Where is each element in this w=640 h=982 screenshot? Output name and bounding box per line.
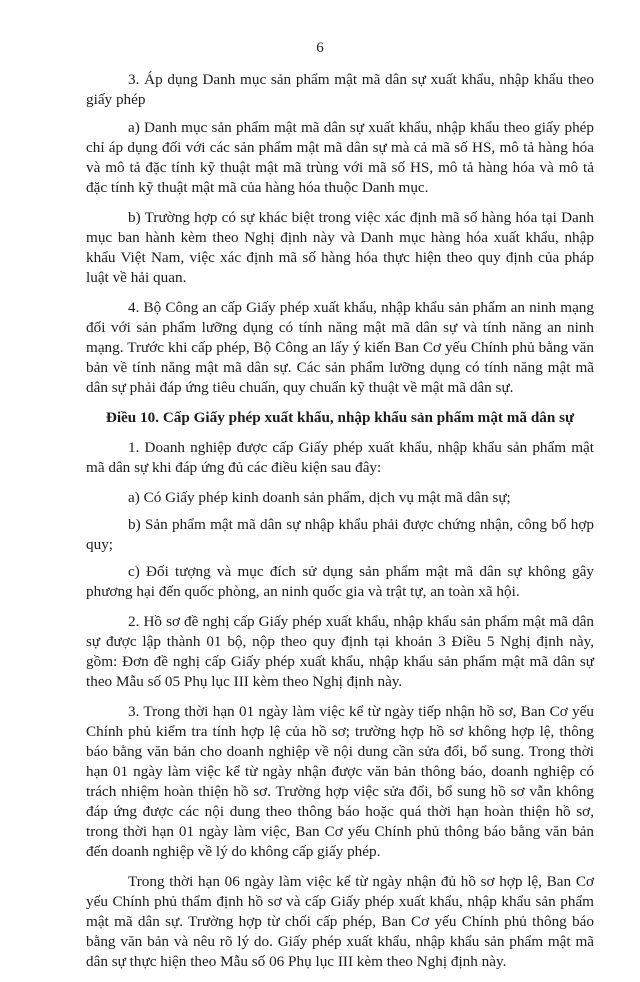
article-10-clause-2: 2. Hồ sơ đề nghị cấp Giấy phép xuất khẩu, nhập khẩu sản phẩm mật mã dân sự được lập thành 01 bộ, nộp theo quy định tại khoản 3 Điều 5 Nghị định này, gồm: Đơn đề nghị cấp Giấy phép xuất khẩu, nhập khẩu sản phẩm mật mã dân sự theo Mẫu số 05 Phụ lục III kèm theo Nghị định này. bbox=[86, 613, 594, 690]
paragraph-4: 4. Bộ Công an cấp Giấy phép xuất khẩu, nhập khẩu sản phẩm an ninh mạng đối với sản phẩm lưỡng dụng có tính năng mật mã dân sự và tính năng an ninh mạng. Trước khi cấp phép, Bộ Công an lấy ý kiến Ban Cơ yếu Chính phủ bằng văn bản về tính năng mật mã dân sự. Các sản phẩm lưỡng dụng có tính năng mật mã dân sự phải đáp ứng tiêu chuẩn, quy chuẩn kỹ thuật về mật mã dân sự. bbox=[86, 299, 594, 396]
article-10-title: Điều 10. Cấp Giấy phép xuất khẩu, nhập khẩu sản phẩm mật mã dân sự bbox=[105, 409, 575, 426]
article-10-clause-1c: c) Đối tượng và mục đích sử dụng sản phẩm mật mã dân sự không gây phương hại đến quốc phòng, an ninh quốc gia và trật tự, an toàn xã hội. bbox=[86, 563, 594, 600]
section-3-heading: 3. Áp dụng Danh mục sản phẩm mật mã dân sự xuất khẩu, nhập khẩu theo giấy phép bbox=[86, 71, 594, 108]
article-10-clause-1: 1. Doanh nghiệp được cấp Giấy phép xuất khẩu, nhập khẩu sản phẩm mật mã dân sự khi đáp ứng đủ các điều kiện sau đây: bbox=[86, 439, 594, 476]
paragraph-3a: a) Danh mục sản phẩm mật mã dân sự xuất khẩu, nhập khẩu theo giấy phép chỉ áp dụng đối với các sản phẩm mật mã dân sự mà cả mã số HS, mô tả hàng hóa và mô tả đặc tính kỹ thuật mật mã trùng với mã số HS, mô tả hàng hóa và mô tả đặc tính kỹ thuật mật mã của hàng hóa thuộc Danh mục. bbox=[86, 119, 594, 196]
paragraph-3b: b) Trường hợp có sự khác biệt trong việc xác định mã số hàng hóa tại Danh mục ban hành kèm theo Nghị định này và Danh mục hàng hóa xuất khẩu, nhập khẩu Việt Nam, việc xác định mã số hàng hóa thực hiện theo quy định của pháp luật về hải quan. bbox=[86, 209, 594, 286]
article-10-clause-3-continued: Trong thời hạn 06 ngày làm việc kể từ ngày nhận đủ hồ sơ hợp lệ, Ban Cơ yếu Chính phủ thẩm định hồ sơ và cấp Giấy phép xuất khẩu, nhập khẩu sản phẩm mật mã dân sự. Trường hợp từ chối cấp phép, Ban Cơ yếu Chính phủ thông báo bằng văn bản và nêu rõ lý do. Giấy phép xuất khẩu, nhập khẩu sản phẩm mật mã dân sự thực hiện theo Mẫu số 06 Phụ lục III kèm theo Nghị định này. bbox=[86, 873, 594, 970]
article-10-clause-3: 3. Trong thời hạn 01 ngày làm việc kể từ ngày tiếp nhận hồ sơ, Ban Cơ yếu Chính phủ kiểm tra tính hợp lệ của hồ sơ; trường hợp hồ sơ không hợp lệ, thông báo bằng văn bản cho doanh nghiệp về nội dung cần sửa đổi, bổ sung. Trong thời hạn 01 ngày làm việc kể từ ngày nhận được văn bản thông báo, doanh nghiệp có trách nhiệm hoàn thiện hồ sơ. Trường hợp việc sửa đổi, bổ sung hồ sơ vẫn không đáp ứng được các nội dung theo thông báo hoặc quá thời hạn hoàn thiện hồ sơ, trong thời hạn 01 ngày làm việc, Ban Cơ yếu Chính phủ thông báo bằng văn bản đến doanh nghiệp về lý do không cấp giấy phép. bbox=[86, 703, 594, 860]
article-10-clause-1a: a) Có Giấy phép kinh doanh sản phẩm, dịch vụ mật mã dân sự; bbox=[128, 489, 511, 506]
page-number: 6 bbox=[316, 40, 324, 56]
article-10-clause-1b: b) Sản phẩm mật mã dân sự nhập khẩu phải được chứng nhận, công bố hợp quy; bbox=[86, 516, 594, 553]
document-body bbox=[86, 70, 594, 982]
